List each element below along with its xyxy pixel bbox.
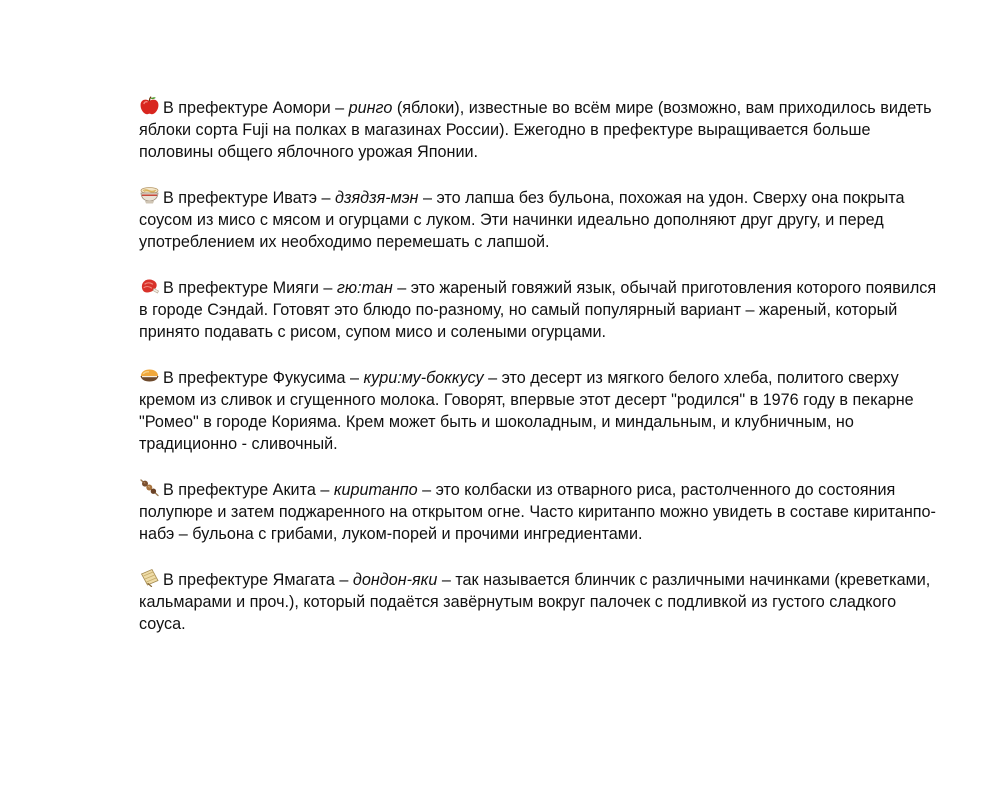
dish-term: кури:му-боккусу xyxy=(363,369,484,387)
paragraph-lead: В префектуре Ямагата – xyxy=(163,571,353,589)
paragraph-text: – это жареный говяжий язык, обычай приготовления которого появился в городе Сэндай. Готовят это блюдо по-разному, но самый популярный вариант – жареный, который принято подавать с рисом, супом мисо и солеными огурцами. xyxy=(139,279,937,341)
paragraph-lead: В префектуре Акита – xyxy=(163,481,334,499)
paragraph-text: – это десерт из мягкого белого хлеба, политого сверху кремом из сливок и сгущенного молока. Говорят, впервые этот десерт "родился" в 1976 году в пекарне "Ромео" в городе Корияма. Крем может быть и шоколадным, и миндальным, и клубничным, но традиционно - сливочный. xyxy=(139,369,914,453)
document-body xyxy=(139,96,939,658)
paragraph-fukushima xyxy=(139,366,939,455)
paragraph-lead: В префектуре Иватэ – xyxy=(163,189,336,207)
rolled-crepe-icon xyxy=(139,568,160,587)
noodle-bowl-icon xyxy=(139,186,160,205)
paragraph-text: – это лапша без бульона, похожая на удон. Сверху она покрыта соусом из мисо с мясом и огурцами с луком. Эти начинки идеально дополняют друг другу, и перед употреблением их необходимо перемешать с лапшой. xyxy=(139,189,905,251)
paragraph-miyagi xyxy=(139,276,939,343)
dish-term: киританпо xyxy=(333,481,418,499)
dish-term: дзядзя-мэн xyxy=(335,189,419,207)
meat-icon xyxy=(139,276,160,295)
paragraph-iwate xyxy=(139,186,939,253)
paragraph-text: (яблоки), известные во всём мире (возможно, вам приходилось видеть яблоки сорта Fuji на полках в магазинах России). Ежегодно в префектуре выращивается больше половины общего яблочного урожая Японии. xyxy=(139,99,932,161)
skewer-icon xyxy=(139,478,160,497)
dish-term: дондон-яки xyxy=(352,571,438,589)
dish-term: ринго xyxy=(348,99,393,117)
paragraph-text: – это колбаски из отварного риса, растолченного до состояния полупюре и затем поджаренного на открытом огне. Часто киританпо можно увидеть в составе киританпо-набэ – бульона с грибами, луком-порей и прочими ингредиентами. xyxy=(139,481,936,543)
paragraph-text: – так называется блинчик с различными начинками (креветками, кальмарами и проч.), который подаётся завёрнутым вокруг палочек с подливкой из густого сладкого соуса. xyxy=(139,571,931,633)
cream-bun-icon xyxy=(139,366,160,385)
paragraph-yamagata xyxy=(139,568,939,635)
red-apple-icon xyxy=(139,96,160,115)
paragraph-lead: В префектуре Мияги – xyxy=(163,279,337,297)
paragraph-lead: В префектуре Аомори – xyxy=(163,99,349,117)
paragraph-lead: В префектуре Фукусима – xyxy=(163,369,364,387)
paragraph-akita xyxy=(139,478,939,545)
dish-term: гю:тан xyxy=(336,279,393,297)
paragraph-aomori xyxy=(139,96,939,163)
